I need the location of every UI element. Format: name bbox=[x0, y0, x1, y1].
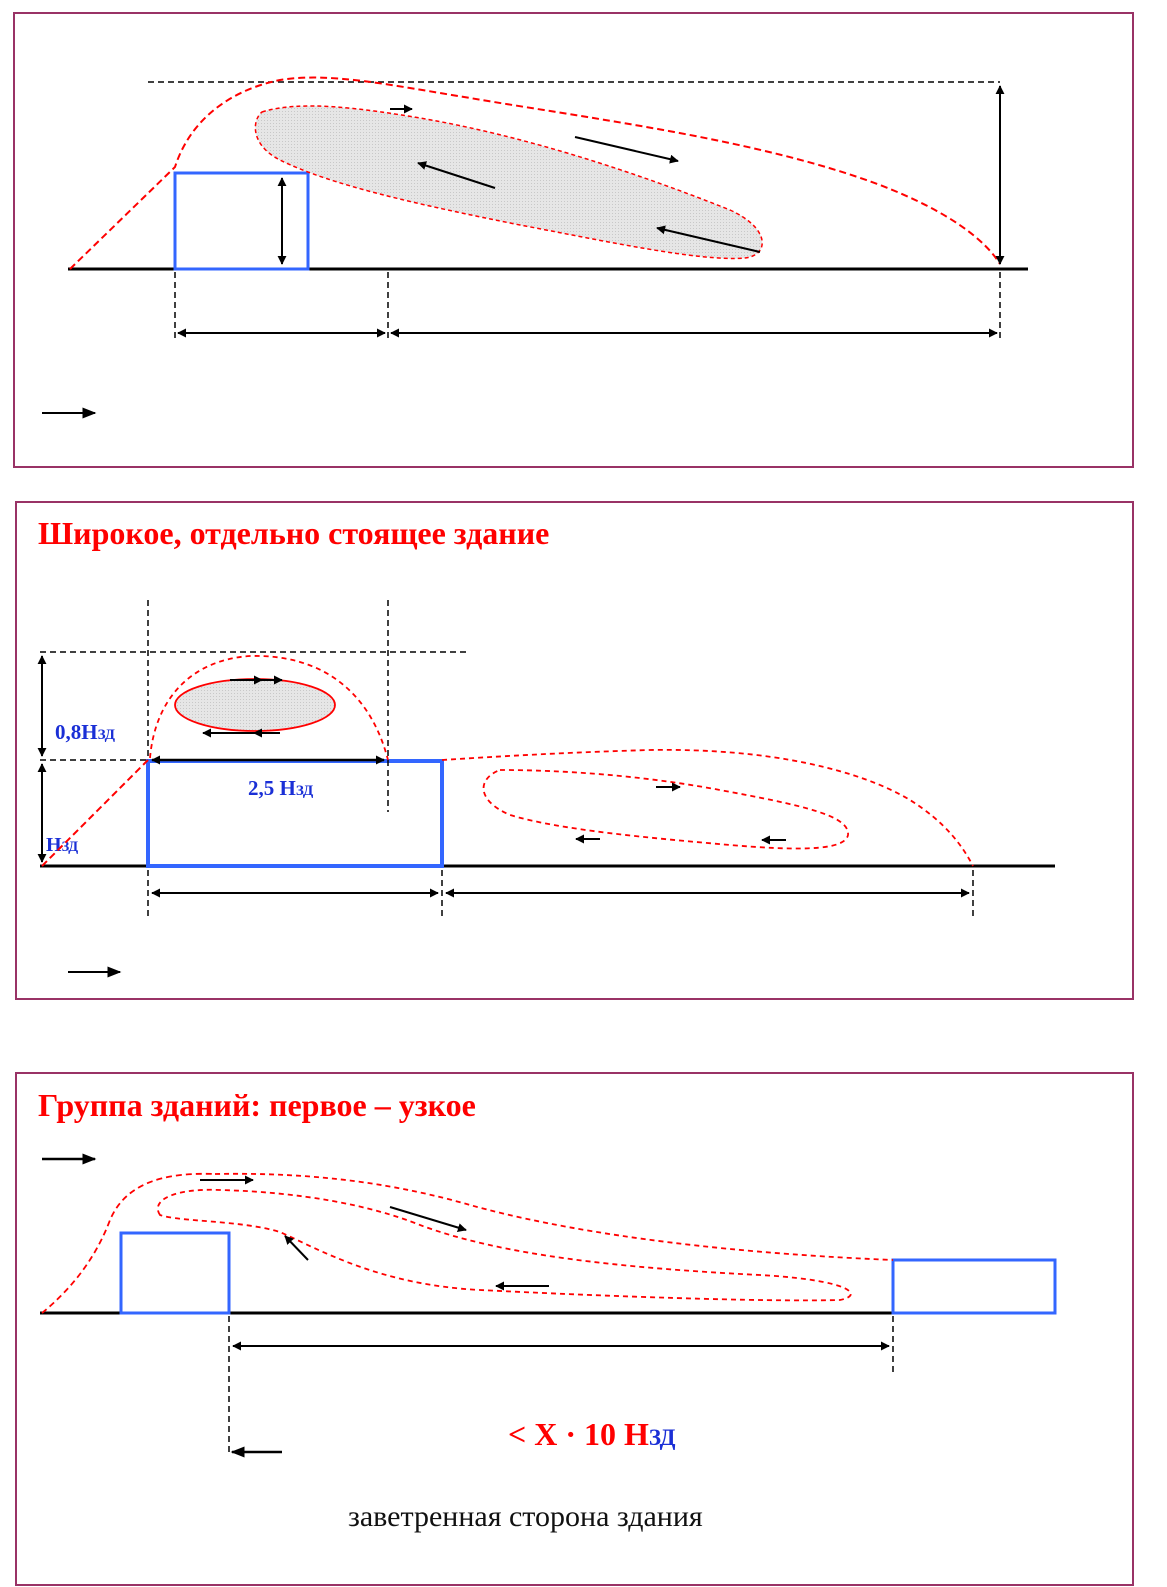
panel2-title: Широкое, отдельно стоящее здание bbox=[38, 515, 550, 551]
panel3-drawing bbox=[40, 1159, 1055, 1455]
formula-distance: < X · 10 HЗД bbox=[508, 1416, 676, 1452]
building-second bbox=[893, 1260, 1055, 1313]
flow-arrow-2 bbox=[575, 137, 678, 161]
caption-leeward-side: заветренная сторона здания bbox=[348, 1500, 703, 1533]
panel1-drawing bbox=[42, 78, 1028, 413]
panel3-title: Группа зданий: первое – узкое bbox=[38, 1087, 476, 1123]
label-08-h-building: 0,8HЗД bbox=[55, 720, 116, 744]
roof-recirculation bbox=[175, 679, 335, 731]
building-wide bbox=[148, 761, 442, 866]
wake-envelope bbox=[442, 750, 973, 866]
wake-recirculation bbox=[484, 770, 849, 849]
label-25-h-building: 2,5 HЗД bbox=[248, 776, 314, 800]
flow-envelope-outer bbox=[215, 1174, 893, 1260]
recirculation-zone bbox=[158, 1190, 851, 1301]
label-h-building: HЗД bbox=[46, 834, 79, 856]
building-first-narrow bbox=[121, 1233, 229, 1313]
panel2-drawing bbox=[40, 600, 1055, 972]
building-narrow bbox=[175, 173, 308, 269]
